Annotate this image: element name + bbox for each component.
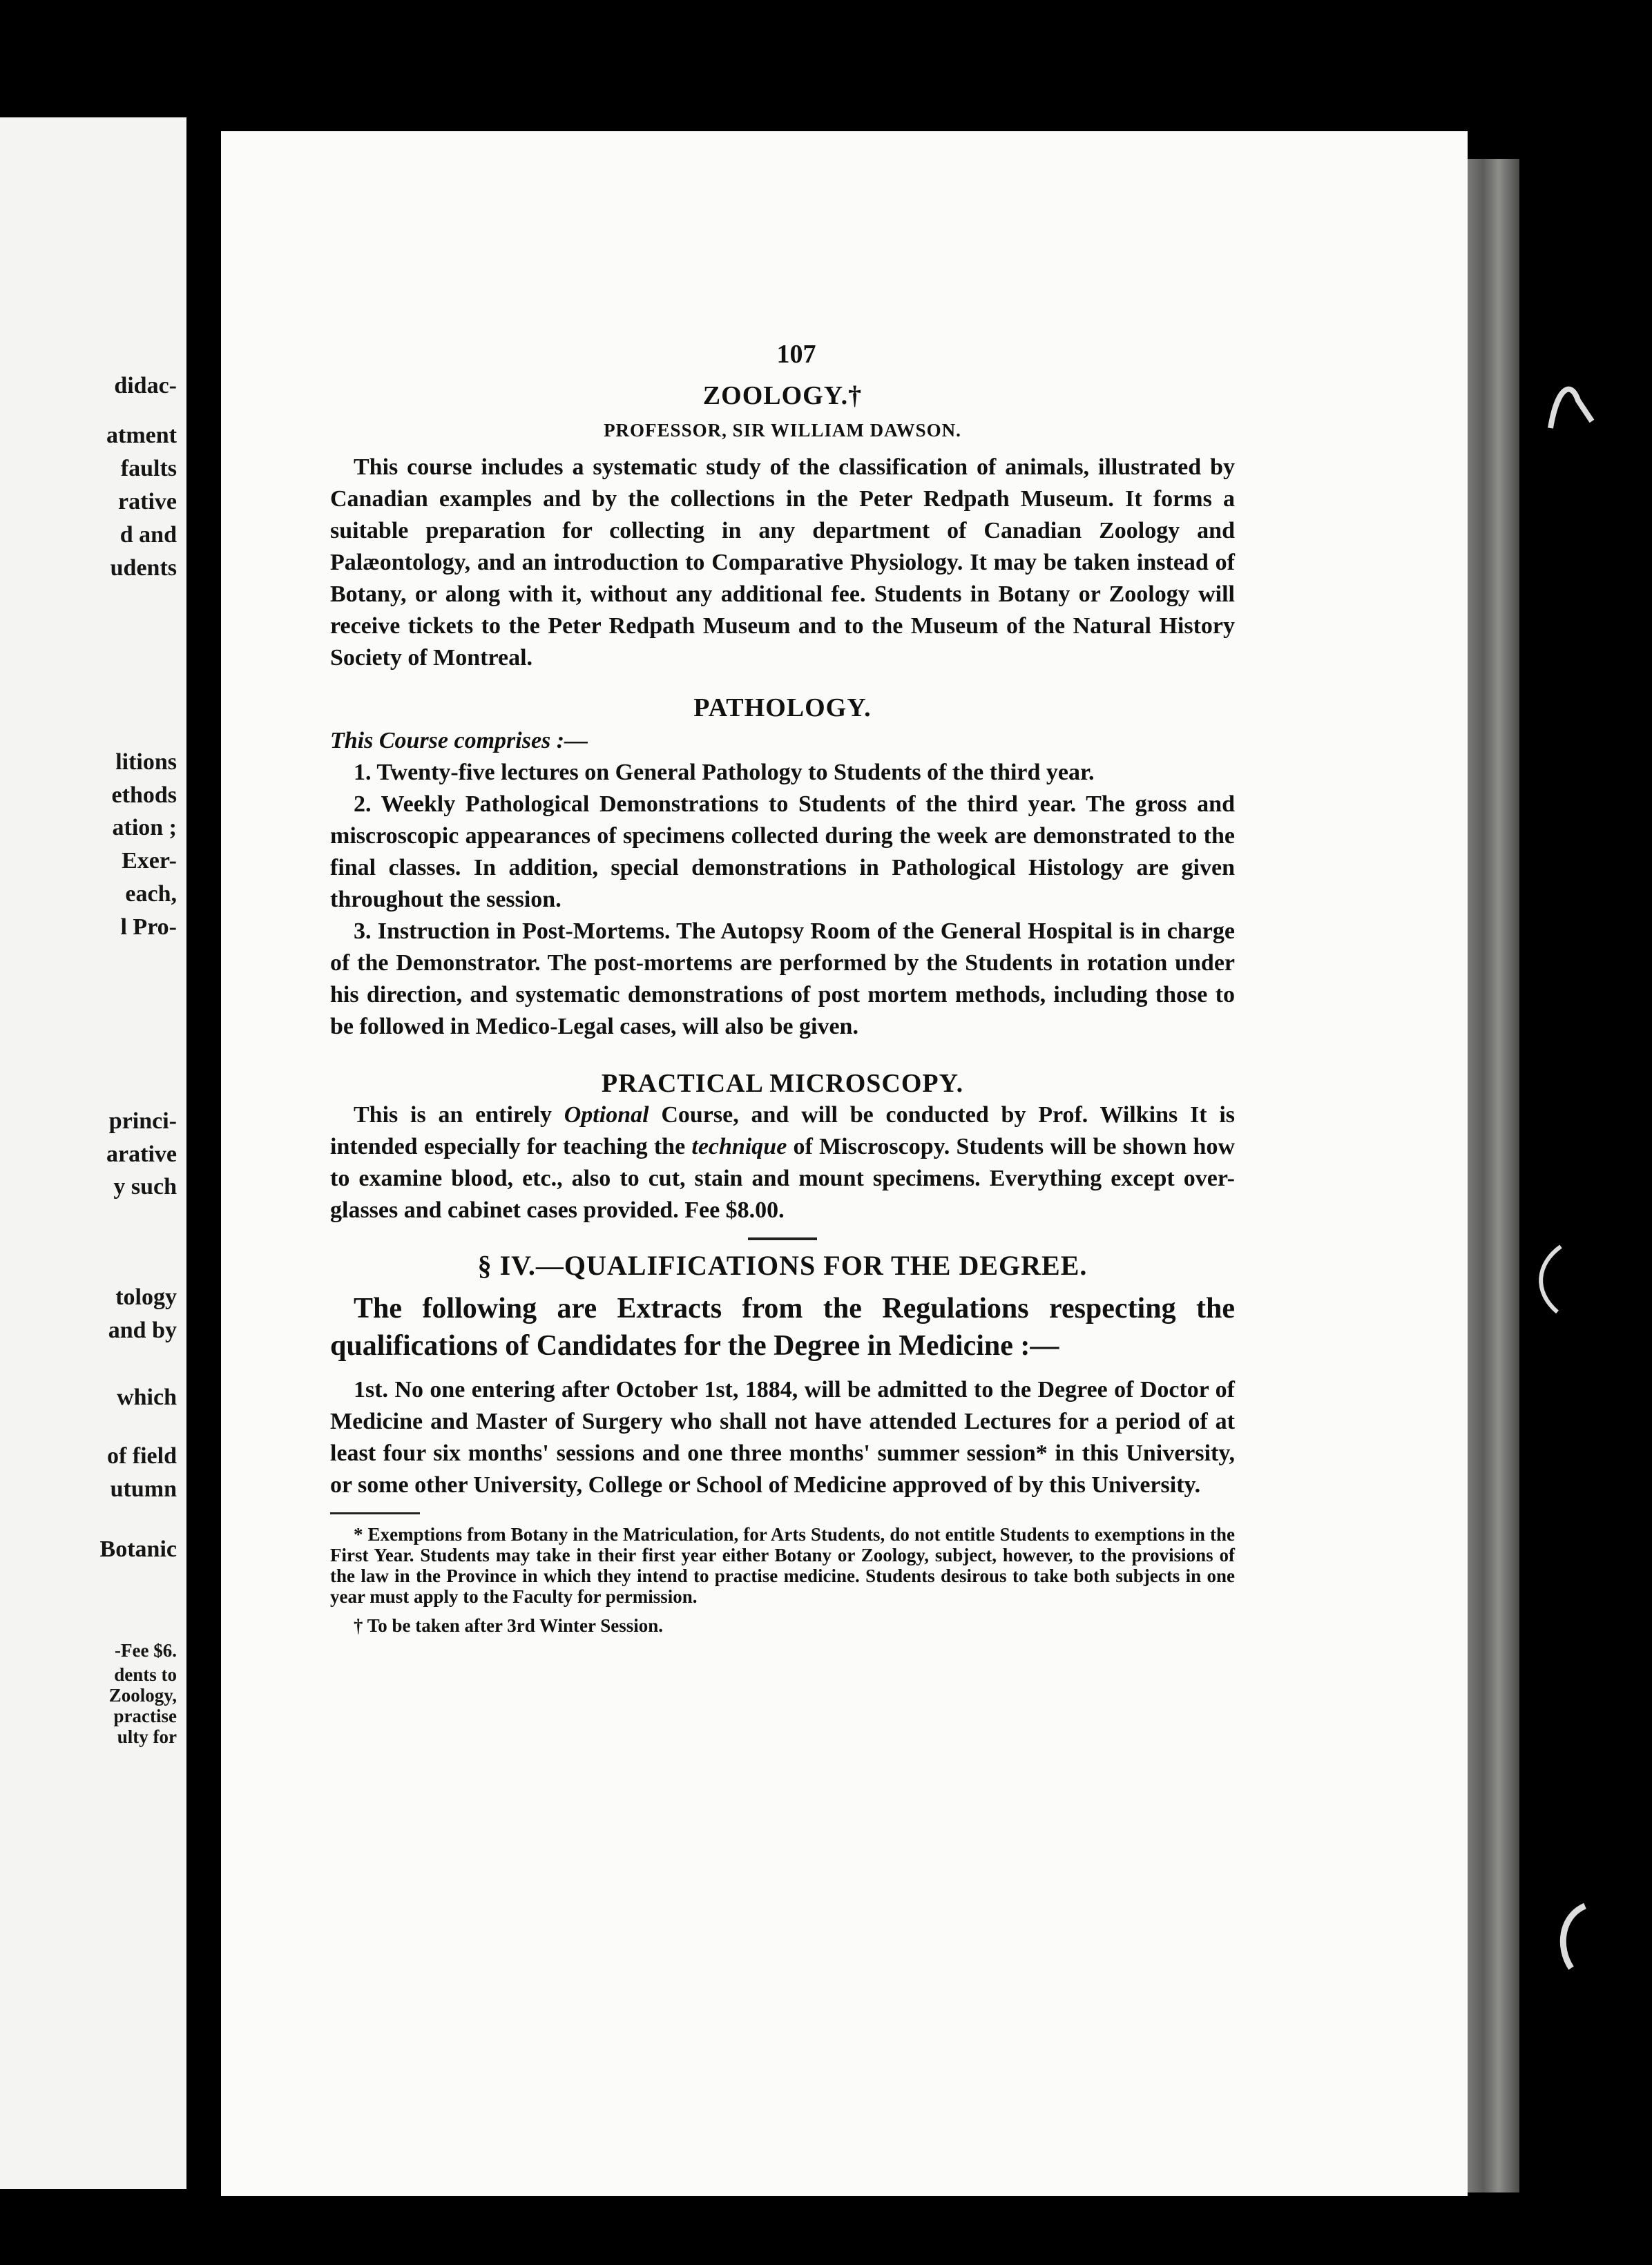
left-page-line: of field	[106, 1443, 177, 1469]
left-page-line: Botanic	[99, 1536, 177, 1562]
left-page-line: l Pro-	[120, 914, 177, 940]
page-edge	[1468, 159, 1519, 2192]
page-number: 107	[776, 340, 816, 369]
optional-emphasis: Optional	[564, 1102, 649, 1128]
pathology-item-1: 1. Twenty-five lectures on General Pathology to Students of the third year.	[354, 760, 1095, 785]
qualifications-first: 1st. No one entering after October 1st, 1884, will be admitted to the Degree of Doctor of Medicine and Master of Surgery who shall not have attended Lectures for a period of at least four six months' sessions and one three months' summer session* in this University, or some other University, College or School of Medicine approved of by this University.	[330, 1377, 1235, 1498]
main-page	[221, 131, 1468, 2196]
left-page-line: utumn	[110, 1476, 177, 1502]
left-page-line: which	[117, 1385, 177, 1410]
left-page-line: ation ;	[112, 815, 177, 840]
zoology-body: This course includes a systematic study of the classification of animals, illustrated by Canadian examples and by the collections in the Peter Redpath Museum. It forms a suitable preparation for collecting in any department of Canadian Zoology and Palæontology, and an introduction to Comparative Physiology. It may be taken instead of Botany, or along with it, without any additional fee. Students in Botany or Zoology will receive tickets to the Peter Redpath Museum and to the Museum of the Natural History Society of Montreal.	[330, 454, 1235, 671]
left-page-line: princi-	[108, 1108, 177, 1134]
left-page-line: didac-	[114, 373, 177, 398]
qualifications-heading: § IV.—QUALIFICATIONS FOR THE DEGREE.	[477, 1250, 1088, 1281]
left-page-line: udents	[110, 555, 177, 581]
footnote-exemptions: * Exemptions from Botany in the Matriculation, for Arts Students, do not entitle Students to exemptions in the First Year. Students may take in their first year either Botany or Zoology, subject, however, to the provisions of the law in the Province in which they intend to practise medicine. Students desirous to take both subjects in one year must apply to the Faculty for permission.	[330, 1524, 1235, 1607]
left-page-line: and by	[108, 1318, 177, 1343]
qualifications-intro: The following are Extracts from the Regulations respecting the qualifications of Candidates for the Degree in Medicine :—	[330, 1293, 1235, 1362]
left-page-line: rative	[118, 489, 177, 514]
zoology-heading: ZOOLOGY.†	[702, 381, 863, 410]
technique-emphasis: technique	[691, 1134, 787, 1159]
left-page-line: atment	[106, 423, 177, 448]
left-page-line: faults	[120, 456, 177, 481]
pathology-intro: This Course comprises :—	[330, 728, 588, 753]
microscopy-body: This is an entirely Optional Course, and will be conducted by Prof. Wilkins It is intended especially for teaching the technique of Miscroscopy. Students will be shown how to examine blood, etc., also to cut, stain and mount specimens. Everything except over-glasses and cabinet cases provided. Fee $8.00.	[330, 1102, 1236, 1223]
footnote-rule	[330, 1512, 420, 1514]
zoology-professor: PROFESSOR, SIR WILLIAM DAWSON.	[604, 420, 961, 441]
left-page-line: y such	[113, 1174, 177, 1199]
left-page-line: Exer-	[122, 848, 177, 874]
scan-artifact-mark-2	[1530, 1243, 1571, 1319]
left-page-line: each,	[125, 881, 177, 907]
left-page-line: -Fee $6.	[115, 1640, 177, 1661]
left-facing-page	[0, 117, 186, 2189]
left-page-line: ulty for	[117, 1726, 177, 1747]
pathology-item-2: 2. Weekly Pathological Demonstrations to Students of the third year. The gross and miscroscopic appearances of specimens collected during the week are demonstrated to the final classes. In addition, special demonstrations in Pathological Histology are given throughout the session.	[330, 791, 1235, 912]
pathology-item-3: 3. Instruction in Post-Mortems. The Autopsy Room of the General Hospital is in charge of the Demonstrator. The post-mortems are performed by the Students in rotation under his direction, and systematic demonstrations of post mortem methods, including those to be followed in Medico-Legal cases, will also be given.	[330, 918, 1235, 1039]
scan-artifact-mark	[1544, 373, 1599, 442]
pathology-heading: PATHOLOGY.	[693, 693, 872, 722]
left-page-line: tology	[115, 1284, 177, 1310]
left-page-line: arative	[106, 1141, 177, 1167]
left-page-line: litions	[115, 749, 177, 775]
left-page-line: Zoology,	[108, 1685, 177, 1706]
footnote-dagger: † To be taken after 3rd Winter Session.	[354, 1615, 664, 1636]
microscopy-heading: PRACTICAL MICROSCOPY.	[601, 1069, 964, 1098]
left-page-line: dents to	[114, 1664, 177, 1685]
left-page-line: d and	[119, 522, 177, 548]
section-divider	[748, 1237, 817, 1240]
scan-artifact-mark-3	[1550, 1899, 1599, 1975]
left-page-line: practise	[113, 1706, 177, 1726]
page-content	[330, 338, 1235, 1637]
left-page-line: ethods	[111, 782, 177, 808]
